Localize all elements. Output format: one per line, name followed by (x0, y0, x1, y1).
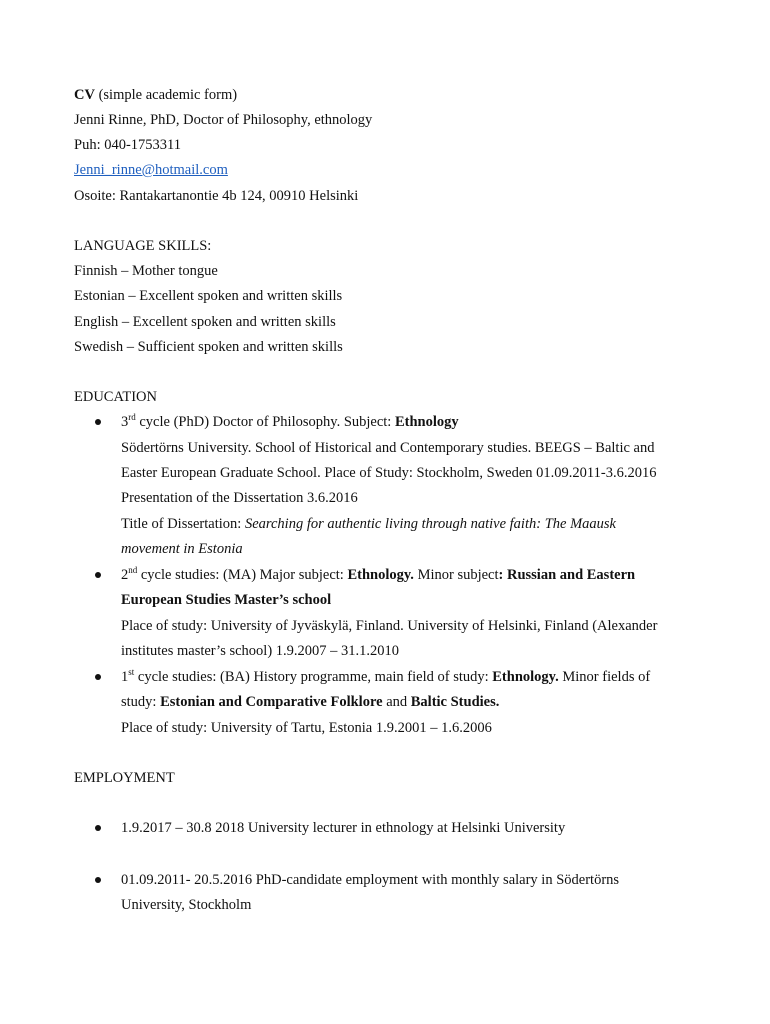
phone-line: Puh: 040-1753311 (74, 137, 182, 153)
cv-title (74, 85, 237, 105)
phd-dissertation-title-cont: movement in Estonia (121, 541, 243, 557)
employment-item: 01.09.2011- 20.5.2016 PhD-candidate employment with monthly salary in Södertörns (121, 872, 620, 888)
education-heading: EDUCATION (74, 389, 157, 405)
language-item: Finnish – Mother tongue (74, 263, 218, 279)
phd-line: 3rd cycle (PhD) Doctor of Philosophy. Subject: Ethnology (121, 412, 459, 430)
phd-presentation: Presentation of the Dissertation 3.6.2016 (121, 490, 358, 506)
ba-minors: study: Estonian and Comparative Folklore and Baltic Studies. (121, 694, 500, 710)
phd-university: Södertörns University. School of Historical and Contemporary studies. BEEGS – Baltic and (121, 440, 655, 456)
ma-minor-cont: European Studies Master’s school (121, 592, 332, 608)
ba-line: 1st cycle studies: (BA) History programme, main field of study: Ethnology. Minor fields of (121, 667, 651, 685)
name-line: Jenni Rinne, PhD, Doctor of Philosophy, ethnology (74, 112, 373, 128)
language-item: English – Excellent spoken and written skills (74, 314, 336, 330)
cv-note: (simple academic form) (94, 87, 238, 103)
language-item: Estonian – Excellent spoken and written skills (74, 288, 343, 304)
ma-dates: institutes master’s school) 1.9.2007 – 31.1.2010 (121, 643, 400, 659)
email-link[interactable]: Jenni_rinne@hotmail.com (74, 162, 228, 178)
address-line: Osoite: Rantakartanontie 4b 124, 00910 Helsinki (74, 188, 359, 204)
phd-place: Easter European Graduate School. Place of Study: Stockholm, Sweden 01.09.2011-3.6.2016 (121, 465, 657, 481)
bullet-icon (95, 877, 101, 883)
ba-place: Place of study: University of Tartu, Estonia 1.9.2001 – 1.6.2006 (121, 720, 492, 736)
ma-line: 2nd cycle studies: (MA) Major subject: Ethnology. Minor subject: Russian and Eastern (121, 565, 636, 583)
bullet-icon (95, 825, 101, 831)
cv-label: CV (74, 87, 95, 103)
language-item: Swedish – Sufficient spoken and written skills (74, 339, 343, 355)
employment-item-cont: University, Stockholm (121, 897, 252, 913)
language-heading: LANGUAGE SKILLS: (74, 238, 212, 254)
email-line (74, 160, 228, 180)
ma-place: Place of study: University of Jyväskylä, Finland. University of Helsinki, Finland (Alexander (121, 618, 658, 634)
phd-dissertation-title: Title of Dissertation: Searching for authentic living through native faith: The Maausk (121, 516, 616, 532)
bullet-icon (95, 572, 101, 578)
bullet-icon (95, 419, 101, 425)
bullet-icon (95, 674, 101, 680)
employment-heading: EMPLOYMENT (74, 770, 175, 786)
employment-item: 1.9.2017 – 30.8 2018 University lecturer in ethnology at Helsinki University (121, 820, 566, 836)
